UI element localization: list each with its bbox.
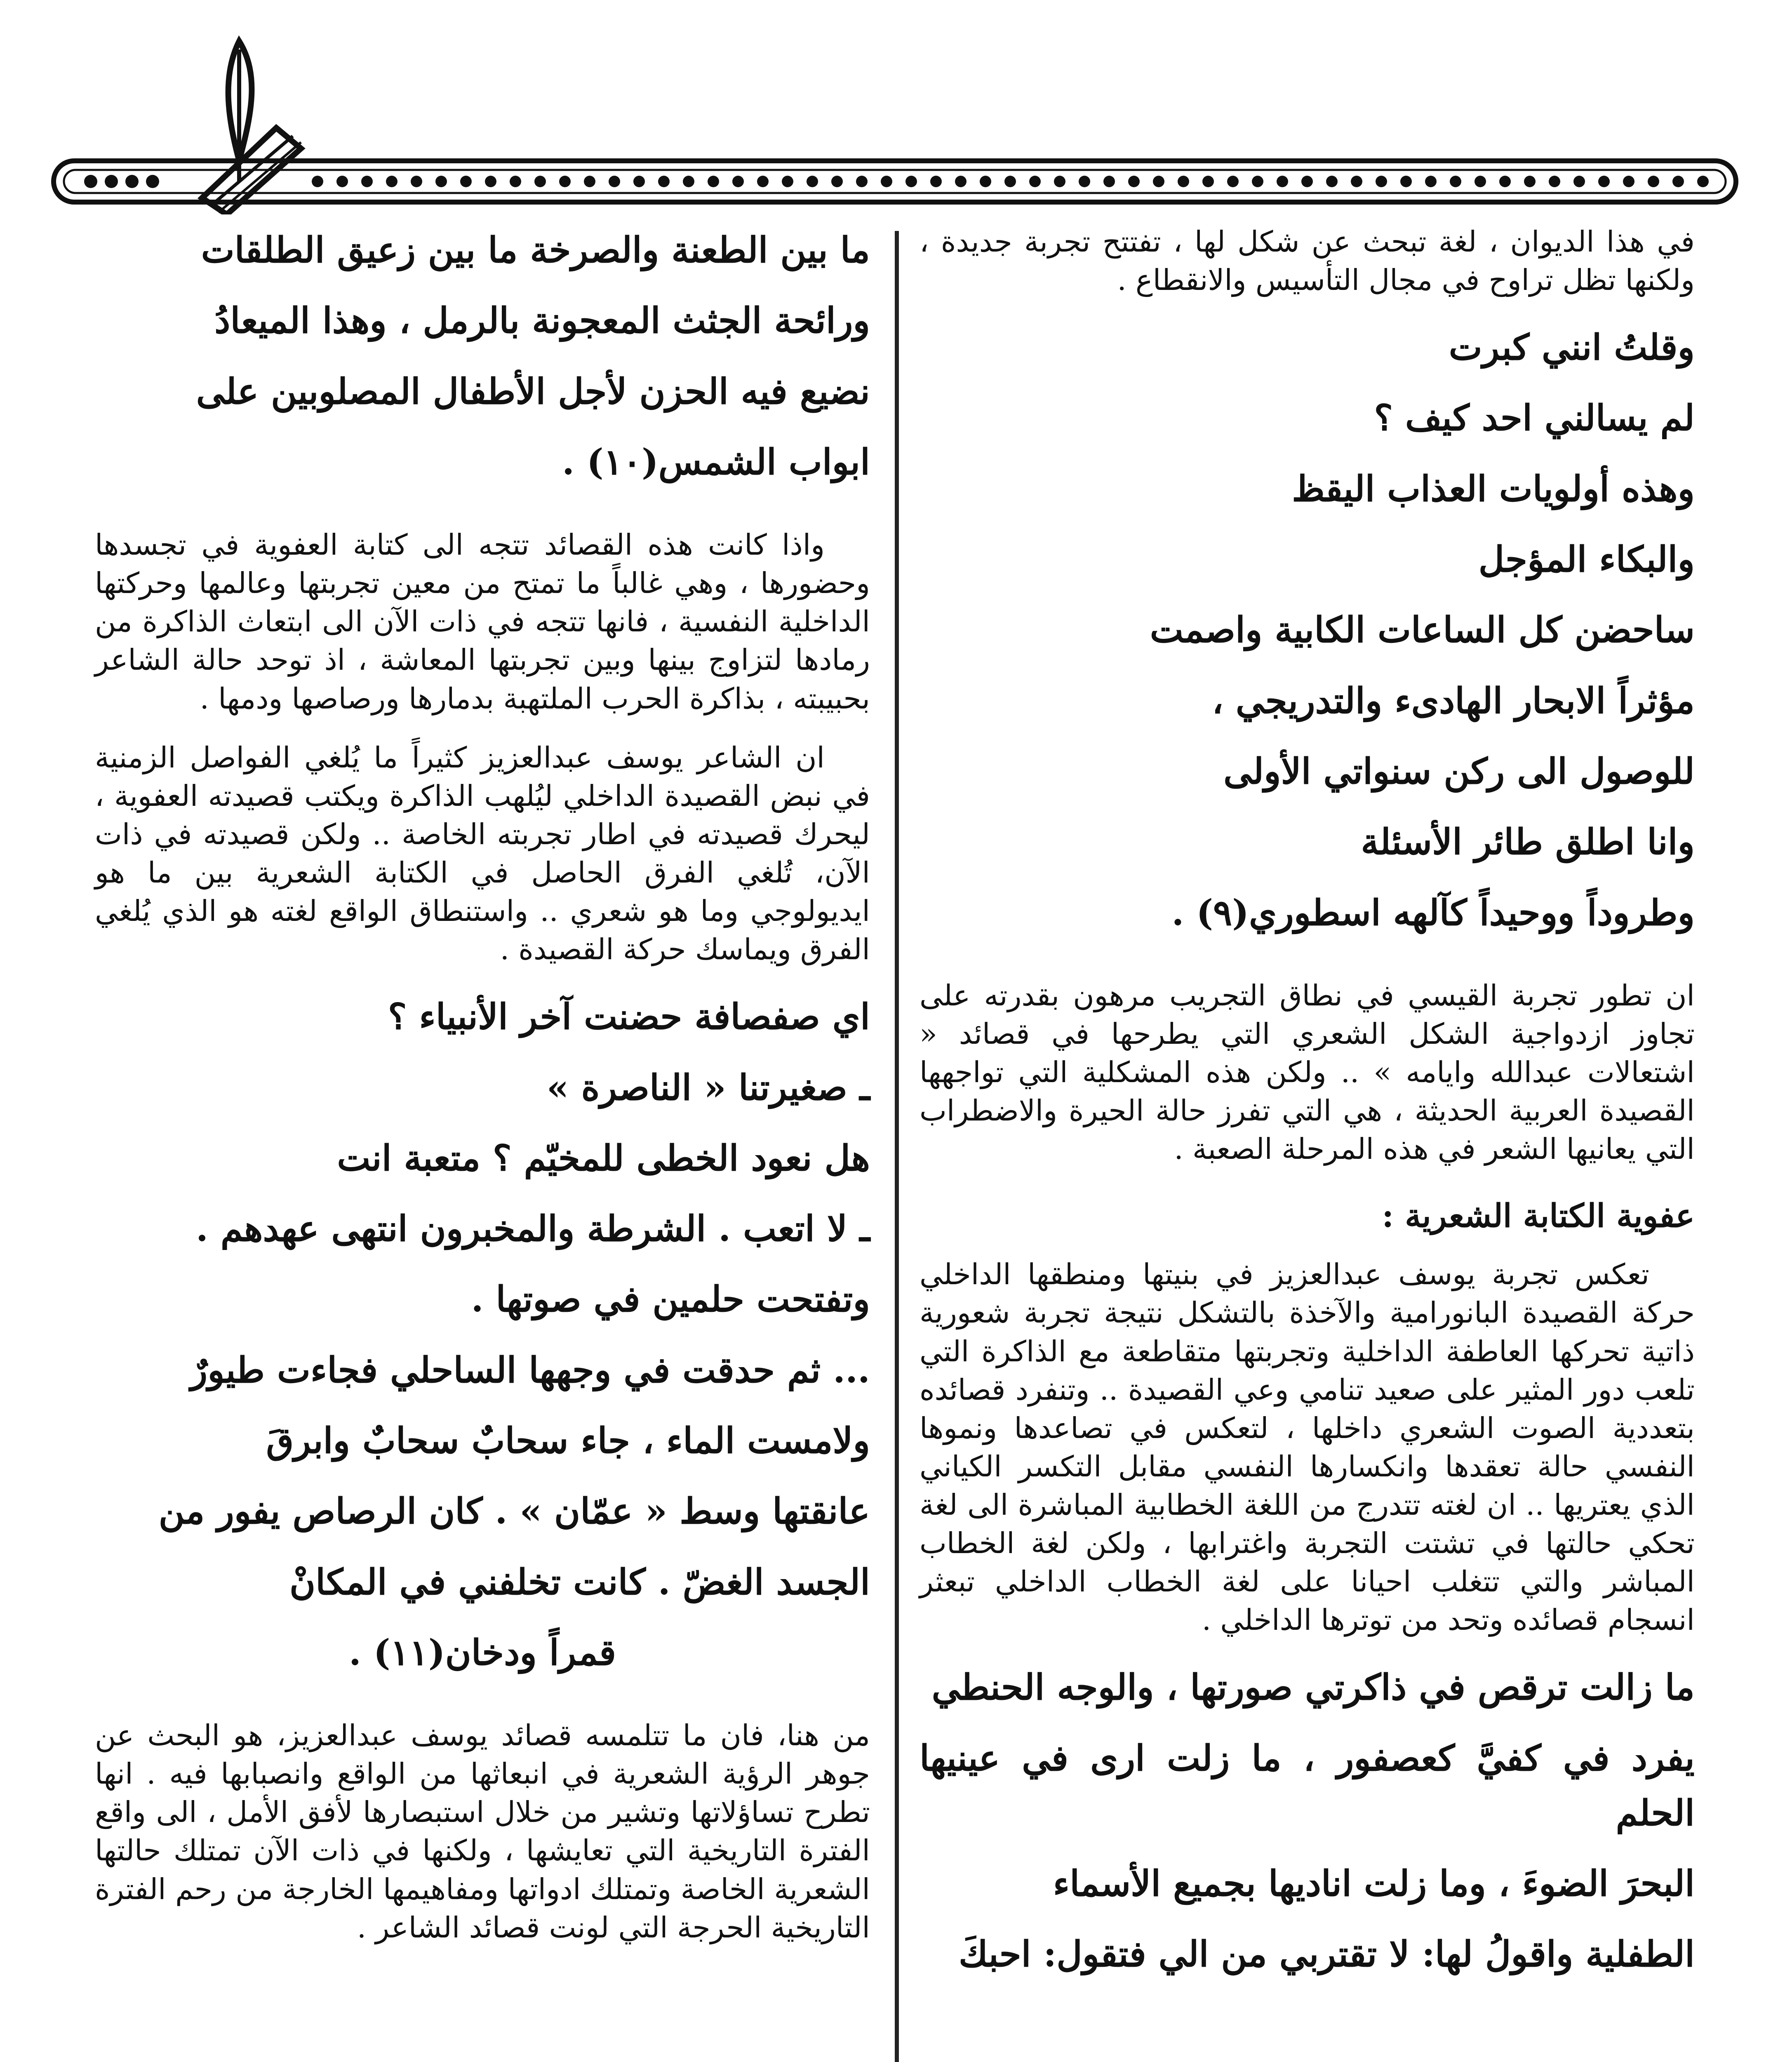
- poem-line: يفرد في كفيَّ كعصفور ، ما زلت ارى في عينيها الحلم: [920, 1737, 1695, 1834]
- poem-line: الطفلية واقولُ لها: لا تقتربي من الي فتقول: احبكَ: [959, 1933, 1695, 1975]
- poem-line: اي صفصافة حضنت آخر الأنبياء ؟: [388, 996, 870, 1038]
- poem-line: ابواب الشمس(١٠) .: [562, 441, 870, 483]
- poem-excerpt: [95, 989, 870, 1696]
- poem-line: مؤثراً الابحار الهادىء والتدريجي ،: [1212, 680, 1695, 722]
- poem-line: نضيع فيه الحزن لأجل الأطفال المصلوبين على: [196, 370, 870, 412]
- section-heading: عفوية الكتابة الشعرية :: [1382, 1197, 1695, 1235]
- poem-line: وهذه أولويات العذاب اليقظ: [1292, 468, 1695, 510]
- poem-line: ساحضن كل الساعات الكابية واصمت: [1150, 609, 1695, 651]
- poem-line: وقلتُ انني كبرت: [1449, 327, 1695, 369]
- poem-line: ما بين الطعنة والصرخة ما بين زعيق الطلقات: [201, 229, 870, 271]
- poem-line: ما زالت ترقص في ذاكرتي صورتها ، والوجه الحنطي: [931, 1667, 1695, 1709]
- poem-line: للوصول الى ركن سنواتي الأولى: [1223, 750, 1695, 792]
- paragraph: تعكس تجربة يوسف عبدالعزيز في بنيتها ومنطقها الداخلي حركة القصيدة البانورامية والآخذة بالتشكل نتيجة تجربة شعورية ذاتية تحركها العاطفة الداخلية وتجربتها متقاطعة مع الذاكرة التي تلعب دور المثير على صعيد تنامي وعي القصيدة .. وتنفرد قصائده بتعددية الصوت الشعري داخلها ، لتعكس في تصاعدها ونموها النفسي حالة تعقدها وانكسارها النفسي مقابل التكسر الكياني الذي يعتريها .. ان لغته تتدرج من اللغة الخطابية المباشرة الى لغة تحكي حالتها في تشتت التجربة واغترابها ، ولكن لغة الخطاب المباشر والتي تتغلب احيانا على لغة الخطاب الداخلي تبعثر انسجام قصائده وتحد من توترها الداخلي .: [920, 1257, 1695, 1637]
- poem-line: البحرَ الضوءَ ، وما زلت اناديها بجميع الأسماء: [1053, 1863, 1695, 1905]
- poem-line: ... ثم حدقت في وجهها الساحلي فجاءت طيورٌ: [190, 1349, 870, 1391]
- poem-line: ـ لا اتعب . الشرطة والمخبرون انتهى عهدهم .: [196, 1208, 870, 1250]
- poem-line: لم يسالني احد كيف ؟: [1374, 397, 1695, 439]
- paragraph: ان تطور تجربة القيسي في نطاق التجريب مرهون بقدرته على تجاوز ازدواجية الشكل الشعري التي يطرحها في قصائد « اشتعالات عبدالله وايامه » .. ولكن هذه المشكلية التي تواجهها القصيدة العربية الحديثة ، هي التي تفرز حالة الحيرة والاضطراب التي يعانيها الشعر في هذه المرحلة الصعبة .: [920, 978, 1695, 1166]
- poem-line: ـ صغيرتنا « الناصرة »: [546, 1066, 870, 1109]
- poem-line: وطروداً ووحيداً كآلهه اسطوري(٩) .: [1171, 892, 1695, 934]
- poem-excerpt: [920, 320, 1695, 956]
- left-column: [95, 223, 870, 2062]
- poem-line: ولامست الماء ، جاء سحابٌ سحابٌ وابرقَ: [266, 1420, 870, 1462]
- poem-line: وانا اطلق طائر الأسئلة: [1361, 821, 1695, 863]
- poem-excerpt: [95, 223, 870, 505]
- paragraph: ان الشاعر يوسف عبدالعزيز كثيراً ما يُلغي الفواصل الزمنية في نبض القصيدة الداخلي ليُلهب الذاكرة ويكتب قصيدته العفوية ، ليحرك قصيدته في اطار تجربته الخاصة .. ولكن قصيدته في ذات الآن، تُلغي الفرق الحاصل في الكتابة الشعرية بين ما هو ايديولوجي وما هو شعري .. واستنطاق الواقع لغته هو الذي يُلغي الفرق ويماسك حركة القصيدة .: [95, 740, 870, 967]
- poem-line: قمراً ودخان(١١) .: [348, 1631, 616, 1674]
- paragraph: من هنا، فان ما تتلمسه قصائد يوسف عبدالعزيز، هو البحث عن جوهر الرؤية الشعرية في انبعاثها من الواقع وانصبابها فيه . انها تطرح تساؤلاتها وتشير من خلال استبصارها لأفق الأمل ، الى واقع الفترة التاريخية التي تعايشها ، ولكنها في ذات الآن تمتلك حالتها الشعرية الخاصة وتمتلك ادواتها ومفاهيمها الخارجة من رحم الفترة التاريخية الحرجة التي لونت قصائد الشاعر .: [95, 1718, 870, 1944]
- header-ornament: [45, 25, 1740, 214]
- poem-line: والبكاء المؤجل: [1478, 539, 1695, 581]
- poem-line: عانقتها وسط « عمّان » . كان الرصاص يفور من: [158, 1490, 870, 1532]
- poem-line: هل نعود الخطى للمخيّم ؟ متعبة انت: [337, 1137, 870, 1179]
- poem-excerpt: [920, 1660, 1695, 1997]
- quill-logo-icon: [202, 41, 301, 214]
- poem-line: وتفتحت حلمين في صوتها .: [471, 1278, 870, 1321]
- column-divider: [895, 231, 899, 2062]
- right-column: [920, 223, 1695, 2062]
- poem-line: ورائحة الجثث المعجونة بالرمل ، وهذا الميعادُ: [214, 300, 870, 342]
- paragraph: واذا كانت هذه القصائد تتجه الى كتابة العفوية في تجسدها وحضورها ، وهي غالباً ما تمتح من معين تجربتها وعالمها وحركتها الداخلية النفسية ، فانها تتجه في ذات الآن الى ابتعاث الذاكرة من رمادها لتزاوج بينها وبين تجربتها المعاشة ، اذ توحد حالة الشاعر بحبيبته ، بذاكرة الحرب الملتهبة بدمارها ورصاصها ودمها .: [95, 528, 870, 716]
- paragraph: في هذا الديوان ، لغة تبحث عن شكل لها ، تفتتح تجربة جديدة ، ولكنها تظل تراوح في مجال التأسيس والانقطاع .: [920, 225, 1695, 297]
- poem-line: الجسد الغضّ . كانت تخلفني في المكانْ: [289, 1561, 870, 1603]
- decorative-border-icon: [45, 25, 1740, 214]
